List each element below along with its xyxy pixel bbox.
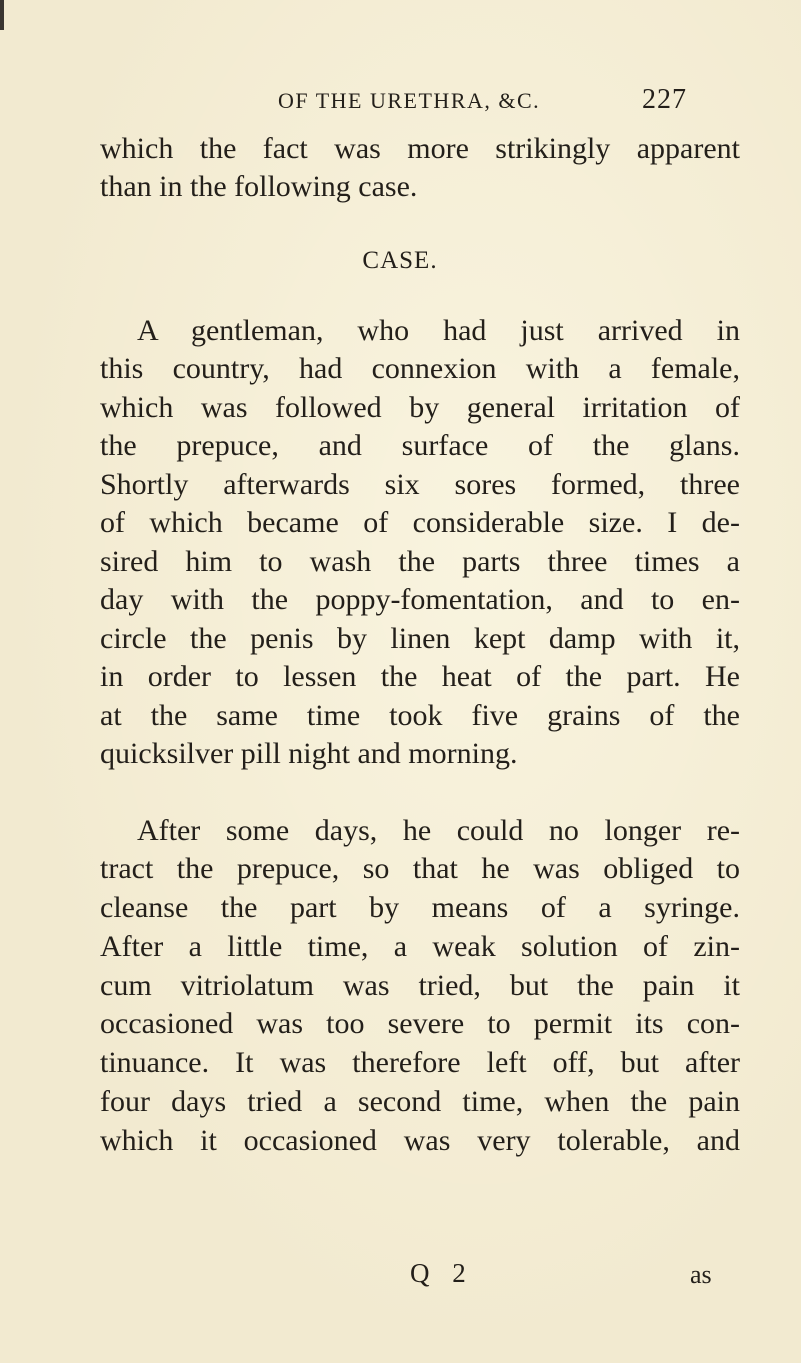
text-line: tinuance. It was therefore left off, but after — [100, 1046, 740, 1080]
text-line: After some days, he could no longer re- — [137, 813, 740, 847]
text-line: circle the penis by linen kept damp with it, — [100, 621, 740, 655]
spacer — [100, 280, 740, 312]
text-line: Shortly afterwards six sores formed, three — [100, 467, 740, 501]
spacer — [100, 774, 740, 812]
text-line: which the fact was more strikingly apparent — [100, 132, 740, 165]
case-paragraph-2 — [100, 812, 740, 1161]
page-number: 227 — [642, 84, 687, 115]
text-line: which was followed by general irritation of — [100, 390, 740, 424]
catchword: as — [690, 1260, 712, 1289]
case-paragraph-1 — [100, 312, 740, 774]
intro-paragraph — [100, 130, 740, 205]
page-footer — [0, 1258, 801, 1298]
text-line: this country, had connexion with a female, — [100, 352, 740, 385]
text-line: the prepuce, and surface of the glans. — [100, 429, 740, 462]
text-line: cleanse the part by means of a syringe. — [100, 891, 740, 925]
page-edge-shadow — [0, 0, 4, 30]
text-line: After a little time, a weak solution of zin- — [100, 929, 740, 963]
signature-mark: Q 2 — [410, 1258, 474, 1288]
text-line: of which became of considerable size. I de- — [100, 506, 740, 539]
text-line: which it occasioned was very tolerable, and — [100, 1123, 740, 1157]
text-line: tract the prepuce, so that he was obliged to — [100, 852, 740, 886]
spacer — [100, 205, 740, 242]
running-head: OF THE URETHRA, &C. — [278, 88, 541, 113]
text-line: quicksilver pill night and morning. — [100, 737, 518, 770]
body-text — [100, 130, 740, 1161]
text-line: occasioned was too severe to permit its con- — [100, 1007, 740, 1041]
text-line: four days tried a second time, when the pain — [100, 1085, 740, 1119]
text-line: than in the following case. — [100, 169, 418, 203]
text-line: at the same time took five grains of the — [100, 698, 740, 732]
text-line: in order to lessen the heat of the part. He — [100, 660, 740, 693]
text-line: cum vitriolatum was tried, but the pain it — [100, 968, 740, 1002]
text-line: A gentleman, who had just arrived in — [137, 313, 740, 347]
section-heading: CASE. — [362, 247, 438, 274]
text-line: day with the poppy-fomentation, and to en- — [100, 583, 740, 616]
text-line: sired him to wash the parts three times a — [100, 544, 740, 578]
page-header — [0, 84, 801, 124]
